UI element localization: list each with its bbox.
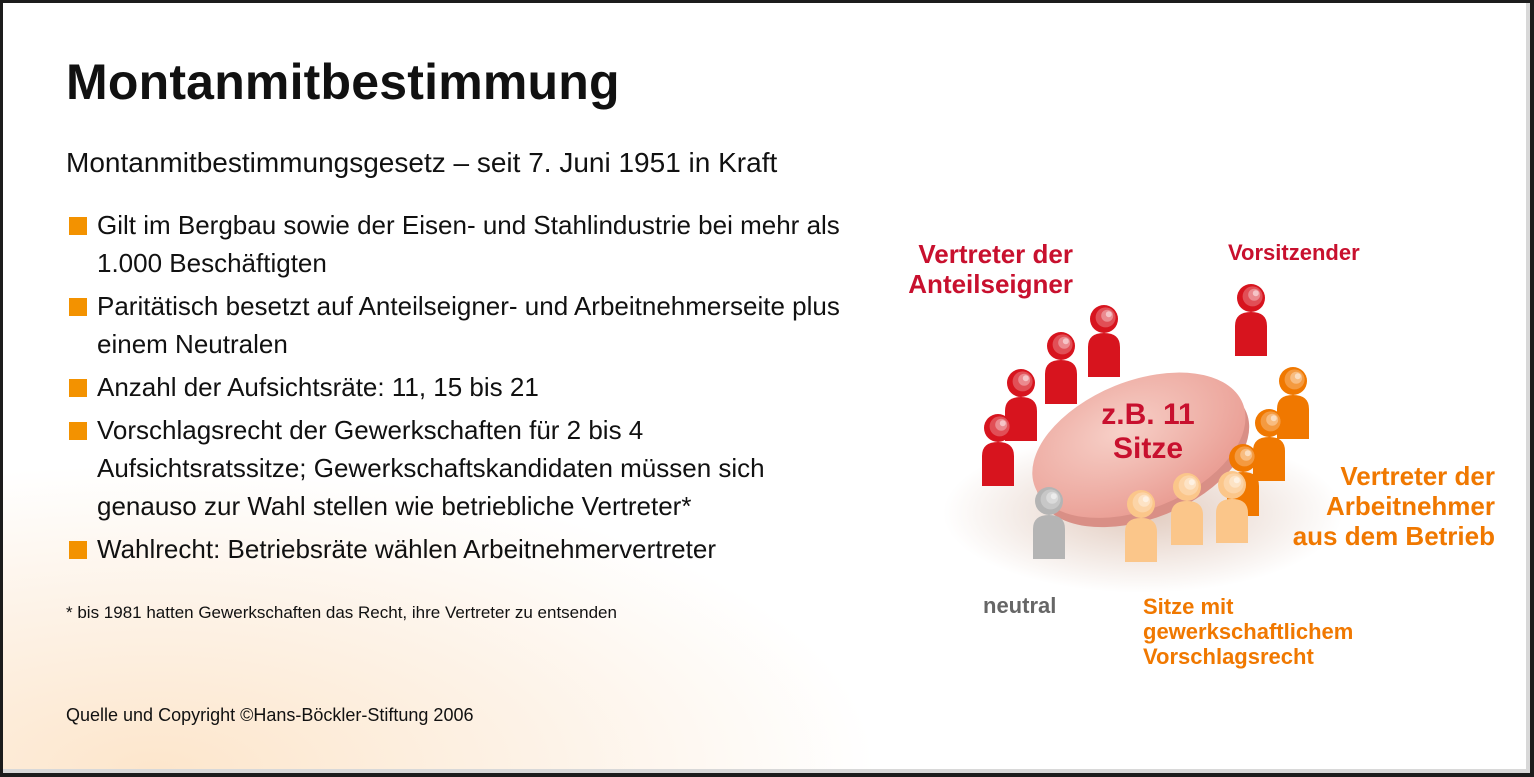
union-seat-figure bbox=[1125, 490, 1157, 562]
union-seat-figure bbox=[1171, 473, 1203, 545]
source-copyright: Quelle und Copyright ©Hans-Böckler-Stiftung 2006 bbox=[66, 705, 474, 725]
bullet-text: Vorschlagsrecht der Gewerkschaften für 2 bis 4 Aufsichtsratssitze; Gewerkschaftskandidaten müssen sich genauso zur Wahl stellen wie betriebliche Vertreter* bbox=[97, 415, 765, 521]
bullet-text: Wahlrecht: Betriebsräte wählen Arbeitnehmervertreter bbox=[97, 534, 716, 564]
table-seat-count: z.B. 11 Sitze bbox=[1101, 398, 1195, 465]
neutral-member-figure bbox=[1033, 487, 1065, 559]
label-neutral: neutral bbox=[983, 593, 1057, 618]
shareholder-rep-figure bbox=[1088, 305, 1120, 377]
infographic-card bbox=[3, 3, 1530, 773]
bullet-text: Gilt im Bergbau sowie der Eisen- und Stahlindustrie bei mehr als 1.000 Beschäftigten bbox=[97, 210, 840, 278]
shareholder-rep-figure bbox=[982, 414, 1014, 486]
label-shareholder-reps: Vertreter der Anteilseigner bbox=[908, 239, 1073, 299]
footnote: * bis 1981 hatten Gewerkschaften das Recht, ihre Vertreter zu entsenden bbox=[66, 603, 617, 622]
bullet-text: Paritätisch besetzt auf Anteilseigner- und Arbeitnehmerseite plus einem Neutralen bbox=[97, 291, 840, 359]
label-union-seats: Sitze mit gewerkschaftlichem Vorschlagsrecht bbox=[1143, 594, 1354, 669]
label-employee-reps: Vertreter der Arbeitnehmer aus dem Betrieb bbox=[1292, 461, 1495, 551]
label-chairman: Vorsitzender bbox=[1228, 240, 1360, 265]
chairman-figure bbox=[1235, 284, 1267, 356]
bullet-text: Anzahl der Aufsichtsräte: 11, 15 bis 21 bbox=[97, 372, 539, 402]
page-subtitle: Montanmitbestimmungsgesetz – seit 7. Juni 1951 in Kraft bbox=[66, 147, 778, 178]
shareholder-rep-figure bbox=[1045, 332, 1077, 404]
page-title: Montanmitbestimmung bbox=[66, 54, 620, 110]
union-seat-figure bbox=[1216, 471, 1248, 543]
